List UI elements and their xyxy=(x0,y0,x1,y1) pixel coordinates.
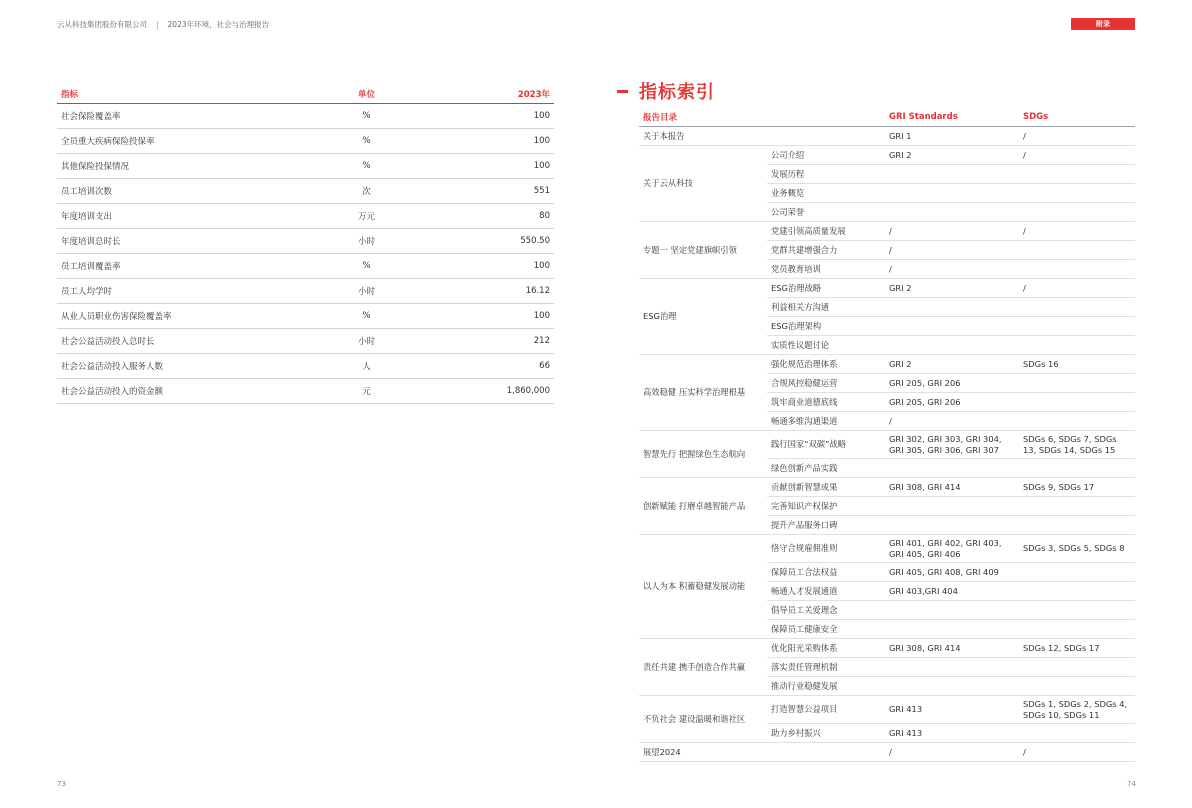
appendix-tag: 附录 xyxy=(1071,18,1135,30)
index-item-name: 党建引领高质量发展 xyxy=(767,222,885,241)
metric-value: 66 xyxy=(408,354,554,379)
index-sdg: SDGs 3, SDGs 5, SDGs 8 xyxy=(1019,535,1135,563)
index-sdg xyxy=(1019,412,1135,431)
index-gri: GRI 401, GRI 402, GRI 403, GRI 405, GRI 406 xyxy=(885,535,1019,563)
metrics-row xyxy=(57,354,554,379)
metric-value: 100 xyxy=(408,129,554,154)
index-gri: GRI 2 xyxy=(885,146,1019,165)
metric-unit: 人 xyxy=(325,354,408,379)
index-section-name: 关于本报告 xyxy=(639,127,885,146)
index-item-name: 保障员工健康安全 xyxy=(767,620,885,639)
index-group-name: 创新赋能 打磨卓越智能产品 xyxy=(639,478,767,535)
index-gri: GRI 308, GRI 414 xyxy=(885,478,1019,497)
index-gri xyxy=(885,203,1019,222)
index-gri xyxy=(885,165,1019,184)
metric-name: 其他保险投保情况 xyxy=(57,154,325,179)
metric-unit: 小时 xyxy=(325,229,408,254)
metrics-row xyxy=(57,129,554,154)
report-name: 2023年环境，社会与治理报告 xyxy=(167,20,270,29)
index-sdg: SDGs 9, SDGs 17 xyxy=(1019,478,1135,497)
index-sdg: / xyxy=(1019,127,1135,146)
metric-value: 550.50 xyxy=(408,229,554,254)
index-sdg xyxy=(1019,563,1135,582)
metric-unit: 元 xyxy=(325,379,408,404)
metrics-row xyxy=(57,329,554,354)
index-item-name: 绿色创新产品实践 xyxy=(767,459,885,478)
metrics-row xyxy=(57,379,554,404)
metric-unit: % xyxy=(325,129,408,154)
index-item-name: 筑牢商业道德底线 xyxy=(767,393,885,412)
index-sdg xyxy=(1019,582,1135,601)
metric-name: 全员重大疾病保险投保率 xyxy=(57,129,325,154)
index-item-name: 助力乡村振兴 xyxy=(767,724,885,743)
metric-unit: 次 xyxy=(325,179,408,204)
index-item-name: 打造智慧公益项目 xyxy=(767,696,885,724)
index-sdg: SDGs 1, SDGs 2, SDGs 4, SDGs 10, SDGs 11 xyxy=(1019,696,1135,724)
index-sdg: SDGs 16 xyxy=(1019,355,1135,374)
index-item-name: 优化阳光采购体系 xyxy=(767,639,885,658)
index-item-name: 畅通多维沟通渠道 xyxy=(767,412,885,431)
index-item-name: 合规风控稳健运营 xyxy=(767,374,885,393)
index-gri: GRI 2 xyxy=(885,355,1019,374)
report-header xyxy=(57,19,269,30)
metrics-header-row xyxy=(57,85,554,104)
index-gri: GRI 413 xyxy=(885,696,1019,724)
metrics-body xyxy=(57,104,554,404)
index-item-name: 恪守合规雇佣准则 xyxy=(767,535,885,563)
index-item-name: 倡导员工关爱理念 xyxy=(767,601,885,620)
metric-unit: 万元 xyxy=(325,204,408,229)
index-item-name: ESG治理战略 xyxy=(767,279,885,298)
company-name: 云从科技集团股份有限公司 xyxy=(57,20,147,29)
index-sdg xyxy=(1019,658,1135,677)
index-sdg xyxy=(1019,336,1135,355)
index-gri: GRI 1 xyxy=(885,127,1019,146)
index-sdg xyxy=(1019,374,1135,393)
index-row xyxy=(639,355,1135,374)
section-title-marker xyxy=(617,90,628,93)
index-item-name: 保障员工合法权益 xyxy=(767,563,885,582)
index-row xyxy=(639,279,1135,298)
index-group-name: 以人为本 积蓄稳健发展动能 xyxy=(639,535,767,639)
metric-value: 100 xyxy=(408,254,554,279)
section-title: 指标索引 xyxy=(639,82,715,103)
index-gri xyxy=(885,658,1019,677)
metrics-row xyxy=(57,254,554,279)
metrics-header-unit: 单位 xyxy=(325,85,408,104)
index-gri xyxy=(885,620,1019,639)
index-gri: GRI 302, GRI 303, GRI 304, GRI 305, GRI 306, GRI 307 xyxy=(885,431,1019,459)
index-row xyxy=(639,431,1135,459)
index-row xyxy=(639,222,1135,241)
index-sdg xyxy=(1019,677,1135,696)
index-item-name: 利益相关方沟通 xyxy=(767,298,885,317)
metric-value: 100 xyxy=(408,154,554,179)
index-sdg xyxy=(1019,393,1135,412)
metrics-row xyxy=(57,104,554,129)
index-header-sdg: SDGs xyxy=(1019,108,1135,127)
index-sdg: / xyxy=(1019,146,1135,165)
index-gri xyxy=(885,601,1019,620)
index-sdg: / xyxy=(1019,279,1135,298)
metric-name: 从业人员职业伤害保险覆盖率 xyxy=(57,304,325,329)
metric-value: 16.12 xyxy=(408,279,554,304)
index-item-name: 提升产品服务口碑 xyxy=(767,516,885,535)
metric-value: 551 xyxy=(408,179,554,204)
metrics-table xyxy=(57,85,554,404)
index-item-name: 公司荣誉 xyxy=(767,203,885,222)
metrics-row xyxy=(57,179,554,204)
index-item-name: 公司介绍 xyxy=(767,146,885,165)
index-gri xyxy=(885,516,1019,535)
index-gri: / xyxy=(885,222,1019,241)
index-sdg: SDGs 12, SDGs 17 xyxy=(1019,639,1135,658)
index-sdg xyxy=(1019,298,1135,317)
metric-name: 员工培训覆盖率 xyxy=(57,254,325,279)
metric-unit: 小时 xyxy=(325,279,408,304)
index-gri xyxy=(885,677,1019,696)
index-item-name: 业务概览 xyxy=(767,184,885,203)
index-row xyxy=(639,535,1135,563)
index-item-name: 落实责任管理机制 xyxy=(767,658,885,677)
index-item-name: 实质性议题讨论 xyxy=(767,336,885,355)
index-body xyxy=(639,127,1135,762)
index-row xyxy=(639,743,1135,762)
metric-name: 员工人均学时 xyxy=(57,279,325,304)
metric-value: 100 xyxy=(408,304,554,329)
index-section-name: 展望2024 xyxy=(639,743,885,762)
index-gri: GRI 308, GRI 414 xyxy=(885,639,1019,658)
index-sdg xyxy=(1019,459,1135,478)
index-sdg xyxy=(1019,184,1135,203)
index-sdg xyxy=(1019,601,1135,620)
index-sdg xyxy=(1019,165,1135,184)
index-row xyxy=(639,639,1135,658)
metric-unit: % xyxy=(325,304,408,329)
index-header-catalog: 报告目录 xyxy=(639,108,767,127)
metrics-row xyxy=(57,304,554,329)
metrics-row xyxy=(57,229,554,254)
index-gri: / xyxy=(885,743,1019,762)
index-item-name: 畅通人才发展通道 xyxy=(767,582,885,601)
metric-name: 社会公益活动投入总时长 xyxy=(57,329,325,354)
index-header-row xyxy=(639,108,1135,127)
metric-name: 社会公益活动投入的资金额 xyxy=(57,379,325,404)
index-gri: GRI 205, GRI 206 xyxy=(885,393,1019,412)
index-sdg xyxy=(1019,620,1135,639)
index-gri xyxy=(885,459,1019,478)
metric-name: 社会公益活动投入服务人数 xyxy=(57,354,325,379)
index-group-name: 智慧先行 把握绿色生态航向 xyxy=(639,431,767,478)
index-sdg xyxy=(1019,241,1135,260)
index-group-name: 关于云从科技 xyxy=(639,146,767,222)
index-sdg: / xyxy=(1019,743,1135,762)
metric-unit: % xyxy=(325,154,408,179)
index-gri: / xyxy=(885,260,1019,279)
index-item-name: 党群共建增强合力 xyxy=(767,241,885,260)
index-gri xyxy=(885,336,1019,355)
metrics-row xyxy=(57,204,554,229)
metrics-row xyxy=(57,154,554,179)
index-sdg xyxy=(1019,317,1135,336)
index-sdg: SDGs 6, SDGs 7, SDGs 13, SDGs 14, SDGs 15 xyxy=(1019,431,1135,459)
index-sdg xyxy=(1019,724,1135,743)
page-number-right: 74 xyxy=(1127,780,1136,788)
index-gri: / xyxy=(885,412,1019,431)
metric-name: 年度培训支出 xyxy=(57,204,325,229)
index-row xyxy=(639,127,1135,146)
index-item-name: 党员教育培训 xyxy=(767,260,885,279)
metric-unit: 小时 xyxy=(325,329,408,354)
metric-name: 年度培训总时长 xyxy=(57,229,325,254)
index-group-name: ESG治理 xyxy=(639,279,767,355)
index-row xyxy=(639,478,1135,497)
index-gri xyxy=(885,184,1019,203)
index-table xyxy=(639,108,1135,762)
index-gri: GRI 413 xyxy=(885,724,1019,743)
index-item-name: 强化规范治理体系 xyxy=(767,355,885,374)
index-sdg xyxy=(1019,260,1135,279)
metric-value: 212 xyxy=(408,329,554,354)
metrics-header-year: 2023年 xyxy=(408,85,554,104)
index-sdg xyxy=(1019,203,1135,222)
index-gri: GRI 2 xyxy=(885,279,1019,298)
index-sdg xyxy=(1019,497,1135,516)
index-group-name: 高效稳健 压实科学治理根基 xyxy=(639,355,767,431)
index-gri xyxy=(885,497,1019,516)
index-item-name: 发展历程 xyxy=(767,165,885,184)
index-row xyxy=(639,146,1135,165)
page-number-left: 73 xyxy=(57,780,66,788)
index-gri: GRI 405, GRI 408, GRI 409 xyxy=(885,563,1019,582)
metric-unit: % xyxy=(325,254,408,279)
metric-value: 1,860,000 xyxy=(408,379,554,404)
metric-name: 员工培训次数 xyxy=(57,179,325,204)
metric-unit: % xyxy=(325,104,408,129)
index-header-gri: GRI Standards xyxy=(885,108,1019,127)
index-gri xyxy=(885,317,1019,336)
index-item-name: 践行国家“双碳”战略 xyxy=(767,431,885,459)
index-sdg xyxy=(1019,516,1135,535)
index-item-name: 推动行业稳健发展 xyxy=(767,677,885,696)
index-gri: GRI 205, GRI 206 xyxy=(885,374,1019,393)
index-item-name: 贡献创新智慧成果 xyxy=(767,478,885,497)
index-row xyxy=(639,696,1135,724)
metrics-row xyxy=(57,279,554,304)
metrics-header-name: 指标 xyxy=(57,85,325,104)
metric-value: 80 xyxy=(408,204,554,229)
index-item-name: 完善知识产权保护 xyxy=(767,497,885,516)
metric-value: 100 xyxy=(408,104,554,129)
index-item-name: ESG治理架构 xyxy=(767,317,885,336)
index-group-name: 责任共建 携手创造合作共赢 xyxy=(639,639,767,696)
header-separator: | xyxy=(156,20,159,29)
index-gri: GRI 403,GRI 404 xyxy=(885,582,1019,601)
index-group-name: 专题一 坚定党建旗帜引领 xyxy=(639,222,767,279)
index-sdg: / xyxy=(1019,222,1135,241)
index-gri: / xyxy=(885,241,1019,260)
index-header-sub xyxy=(767,108,885,127)
metric-name: 社会保险覆盖率 xyxy=(57,104,325,129)
index-gri xyxy=(885,298,1019,317)
index-group-name: 不负社会 建设温暖和谐社区 xyxy=(639,696,767,743)
